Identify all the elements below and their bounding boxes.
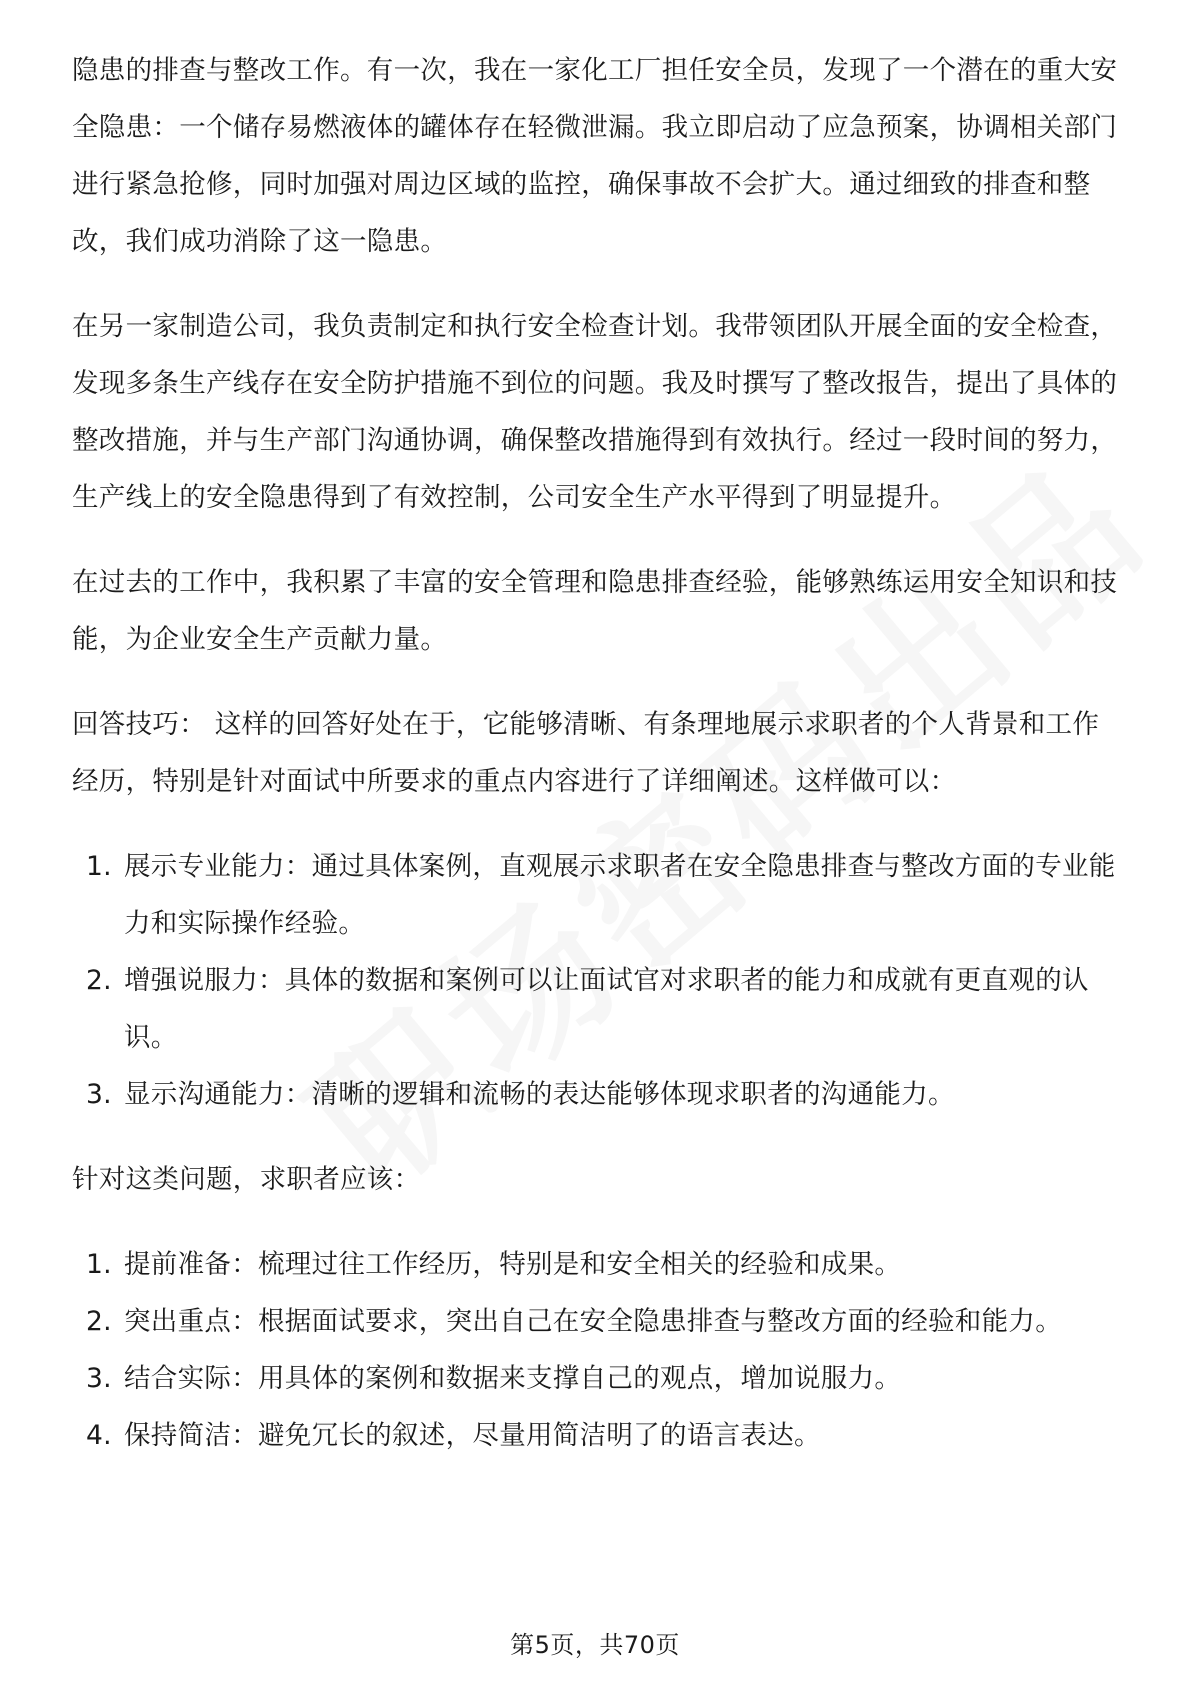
list-number: 3.	[86, 1079, 112, 1110]
list-text: 保持简洁：避免冗长的叙述，尽量用简洁明了的语言表达。	[124, 1420, 821, 1451]
list-number: 3.	[86, 1363, 112, 1394]
list-text: 展示专业能力：通过具体案例，直观展示求职者在安全隐患排查与整改方面的专业能力和实际操作经验。	[124, 851, 1116, 939]
advice-list	[72, 1236, 1122, 1464]
list-item	[72, 1407, 1122, 1464]
paragraph-3: 在过去的工作中，我积累了丰富的安全管理和隐患排查经验，能够熟练运用安全知识和技能，为企业安全生产贡献力量。	[72, 567, 1118, 655]
paragraph-2: 在另一家制造公司，我负责制定和执行安全检查计划。我带领团队开展全面的安全检查，发现多条生产线存在安全防护措施不到位的问题。我及时撰写了整改报告，提出了具体的整改措施，并与生产部门沟通协调，确保整改措施得到有效执行。经过一段时间的努力，生产线上的安全隐患得到了有效控制，公司安全生产水平得到了明显提升。	[72, 311, 1118, 513]
list-item	[72, 1066, 1122, 1123]
document-body	[72, 42, 1122, 1492]
list-text: 提前准备：梳理过往工作经历，特别是和安全相关的经验和成果。	[124, 1249, 902, 1280]
list-number: 1.	[86, 1249, 112, 1280]
list-text: 突出重点：根据面试要求，突出自己在安全隐患排查与整改方面的经验和能力。	[124, 1306, 1062, 1337]
benefits-list	[72, 838, 1122, 1123]
list-item	[72, 1350, 1122, 1407]
list-item	[72, 838, 1122, 952]
list-item	[72, 952, 1122, 1066]
list-text: 增强说服力：具体的数据和案例可以让面试官对求职者的能力和成就有更直观的认识。	[124, 965, 1089, 1053]
paragraph-1: 隐患的排查与整改工作。有一次，我在一家化工厂担任安全员，发现了一个潜在的重大安全隐患：一个储存易燃液体的罐体存在轻微泄漏。我立即启动了应急预案，协调相关部门进行紧急抢修，同时加强对周边区域的监控，确保事故不会扩大。通过细致的排查和整改，我们成功消除了这一隐患。	[72, 55, 1118, 257]
list-item	[72, 1293, 1122, 1350]
page-footer: 第5页，共70页	[510, 1631, 680, 1659]
list-item	[72, 1236, 1122, 1293]
list-text: 显示沟通能力：清晰的逻辑和流畅的表达能够体现求职者的沟通能力。	[124, 1079, 955, 1110]
list-number: 2.	[86, 1306, 112, 1337]
list-number: 2.	[86, 965, 112, 996]
paragraph-answer-tips: 回答技巧： 这样的回答好处在于，它能够清晰、有条理地展示求职者的个人背景和工作经历，特别是针对面试中所要求的重点内容进行了详细阐述。这样做可以：	[72, 709, 1100, 797]
list-text: 结合实际：用具体的案例和数据来支撑自己的观点，增加说服力。	[124, 1363, 902, 1394]
paragraph-advice-intro: 针对这类问题，求职者应该：	[72, 1164, 421, 1195]
list-number: 1.	[86, 851, 112, 882]
list-number: 4.	[86, 1420, 112, 1451]
